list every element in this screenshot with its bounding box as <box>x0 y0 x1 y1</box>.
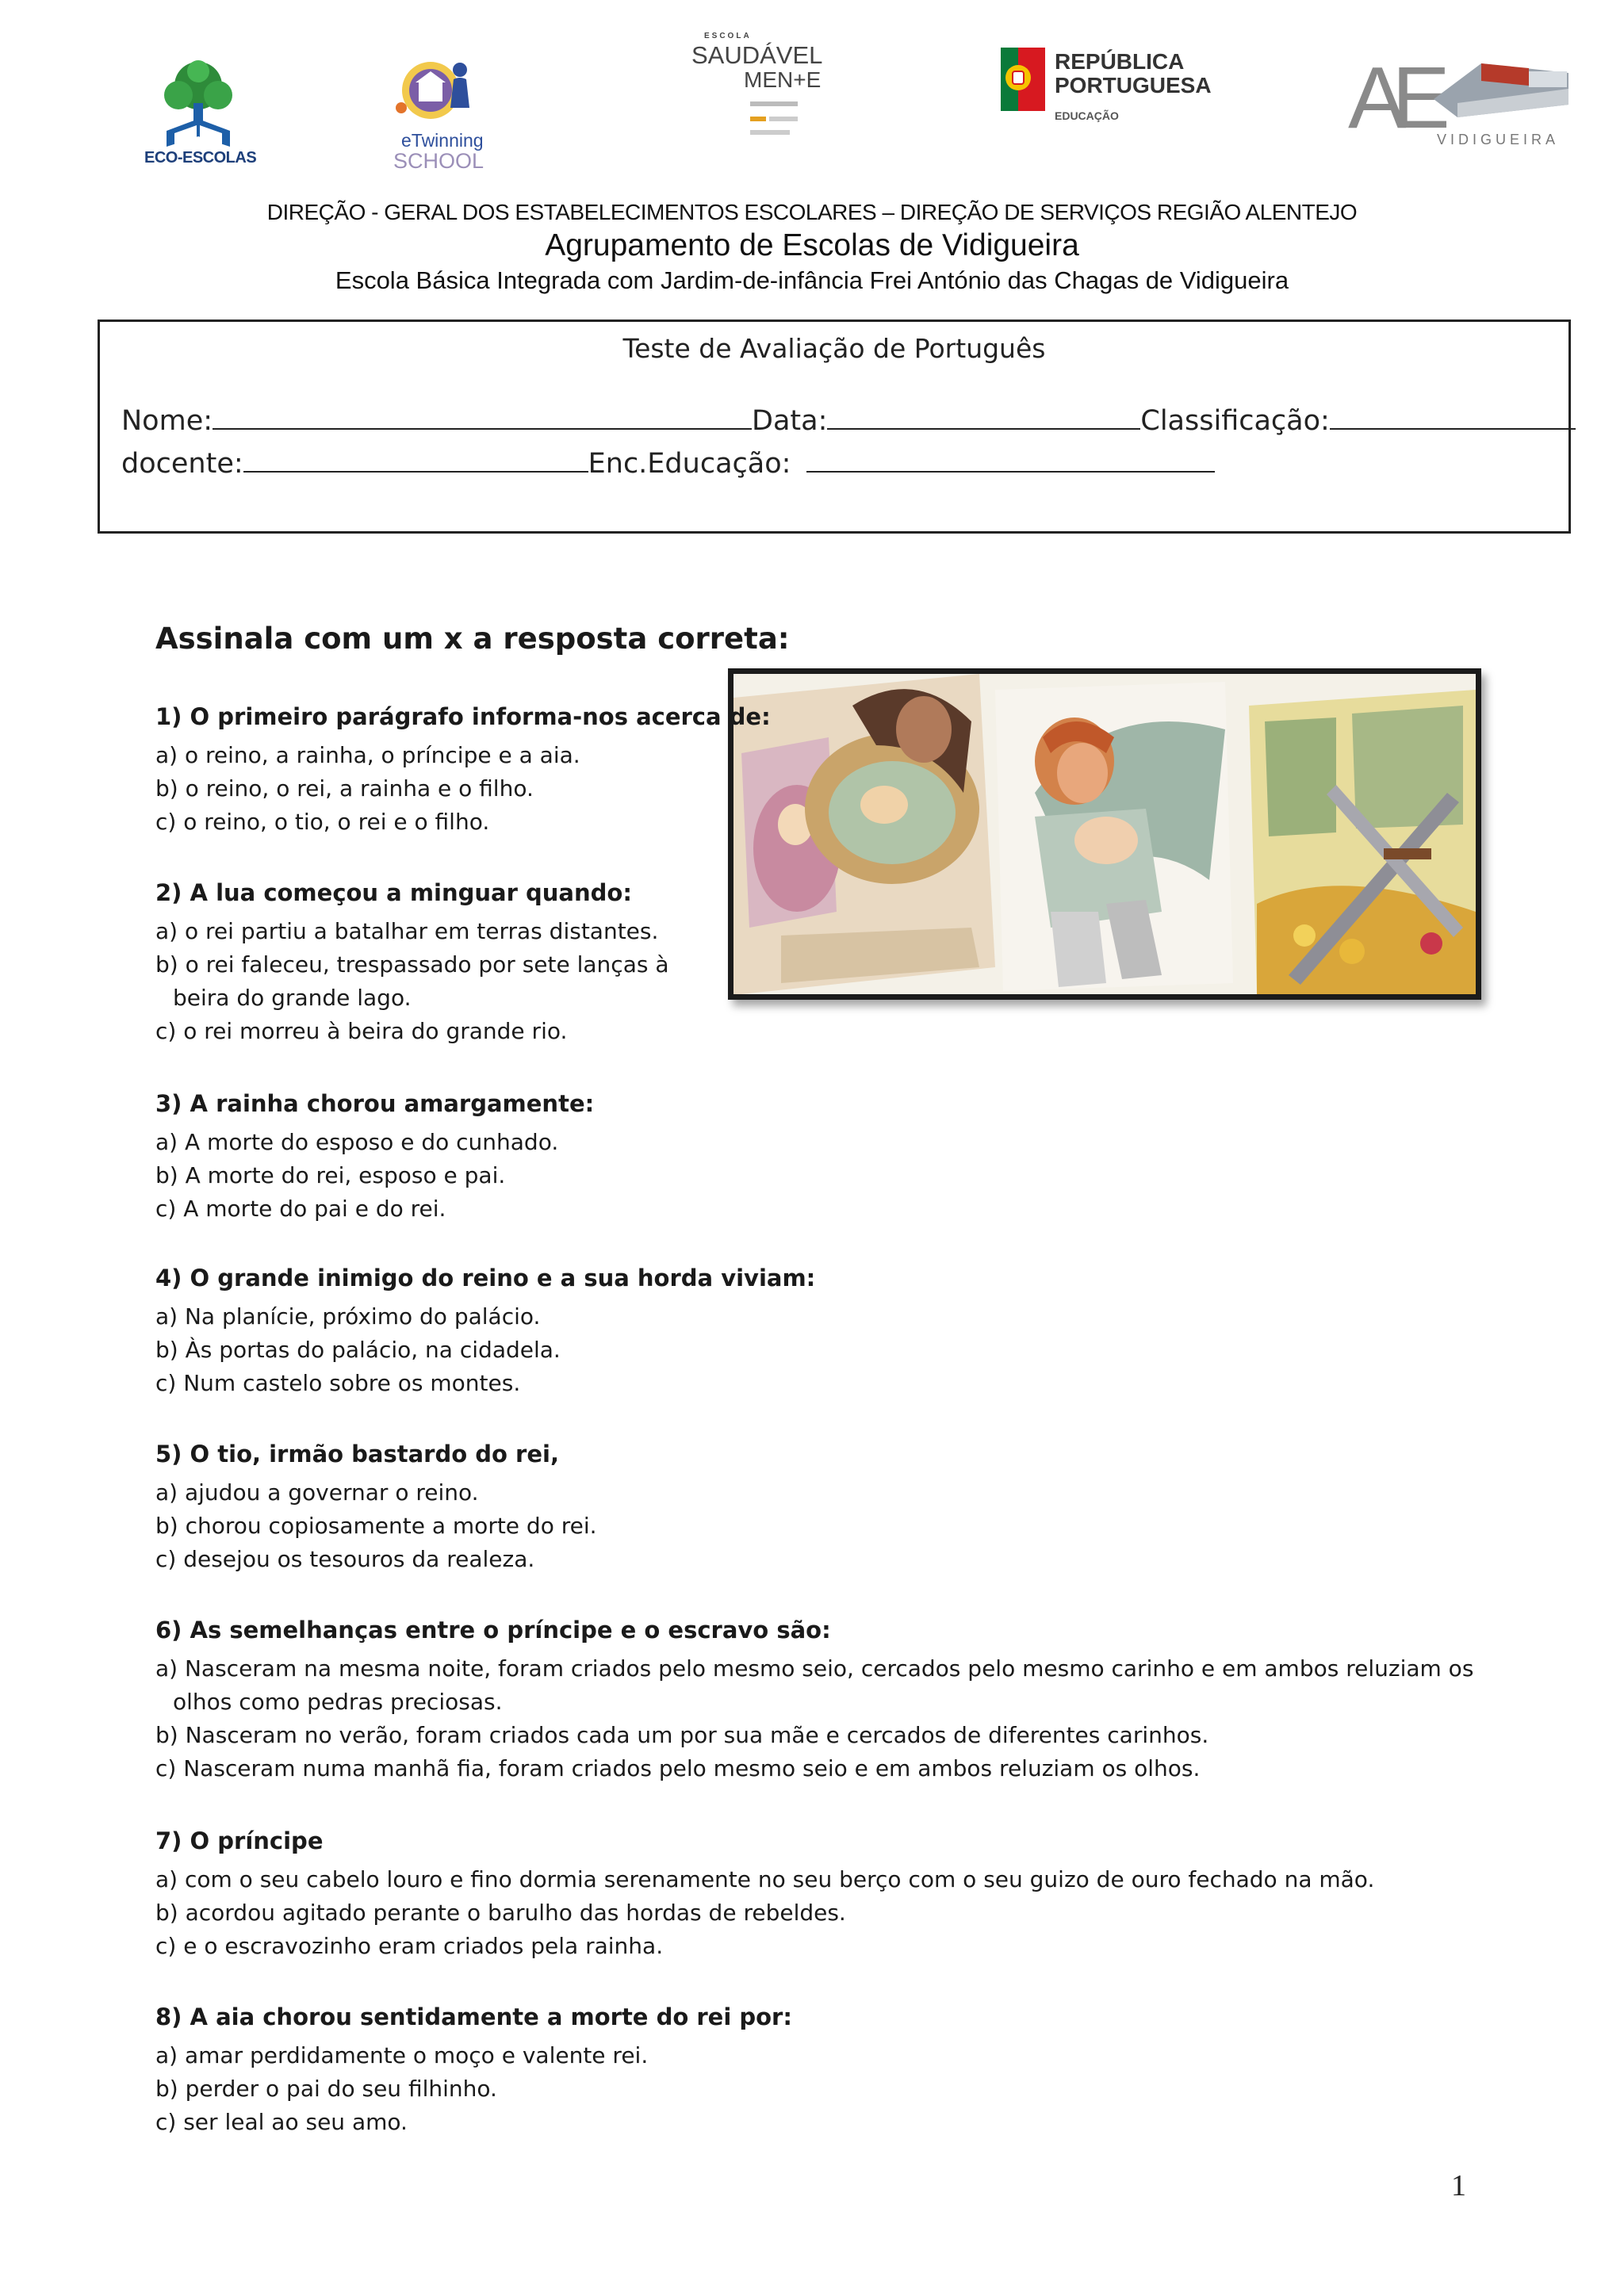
option-b[interactable]: b) o reino, o rei, a rainha e o filho. <box>155 775 534 802</box>
question-title: 5) O tio, irmão bastardo do rei, <box>155 1441 559 1468</box>
option-a[interactable]: a) Na planície, próximo do palácio. <box>155 1303 541 1330</box>
ae-vidigueira-logo <box>1348 44 1570 163</box>
direcao-line: DIREÇÃO - GERAL DOS ESTABELECIMENTOS ESCOLARES – DIREÇÃO DE SERVIÇOS REGIÃO ALENTEJO <box>266 200 1358 224</box>
mente-label: MEN+E <box>744 67 822 92</box>
educacao-label: EDUCAÇÃO <box>1055 109 1119 122</box>
school-building-icon <box>1434 55 1568 127</box>
option-c[interactable]: c) o reino, o tio, o rei e o filho. <box>155 809 490 835</box>
option-a[interactable]: a) com o seu cabelo louro e fino dormia serenamente no seu berço com o seu guizo de ouro fechado na mão. <box>155 1866 1375 1892</box>
question-8 <box>155 2001 792 2139</box>
illustration-image <box>733 674 1476 994</box>
vidigueira-label: VIDIGUEIRA <box>1437 132 1560 147</box>
question-title: 7) O príncipe <box>155 1827 324 1854</box>
data-field[interactable] <box>827 401 1140 430</box>
question-title: 1) O primeiro parágrafo informa-nos acerca de: <box>155 703 771 730</box>
saudavel-label: SAUDÁVEL <box>691 41 823 69</box>
portuguesa-label: PORTUGUESA <box>1055 73 1212 98</box>
classificacao-field[interactable] <box>1330 401 1576 430</box>
question-title: 3) A rainha chorou amargamente: <box>155 1090 595 1117</box>
ae-mark: AE <box>1348 49 1436 147</box>
saudavel-small-print <box>750 101 806 133</box>
classificacao-label: Classificação: <box>1140 405 1330 437</box>
student-info-box <box>98 320 1571 534</box>
question-7 <box>155 1825 1374 1963</box>
option-b[interactable]: b) perder o pai do seu filhinho. <box>155 2076 497 2102</box>
option-b[interactable]: b) chorou copiosamente a morte do rei. <box>155 1513 597 1539</box>
enc-educacao-field[interactable] <box>806 444 1215 473</box>
option-c[interactable]: c) desejou os tesouros da realeza. <box>155 1546 535 1572</box>
instructions-heading: Assinala com um x a resposta correta: <box>155 622 790 656</box>
republica-label: REPÚBLICA <box>1055 49 1185 74</box>
docente-field[interactable] <box>243 444 588 473</box>
etwinning-school-label: SCHOOL <box>393 149 485 173</box>
eco-escolas-label: ECO-ESCOLAS <box>144 149 257 166</box>
option-a[interactable]: a) o rei partiu a batalhar em terras distantes. <box>155 918 659 944</box>
question-5 <box>155 1438 597 1576</box>
option-a[interactable]: a) Nasceram na mesma noite, foram criados pelo mesmo seio, cercados pelo mesmo carinho e em ambos reluziam os <box>155 1655 1474 1682</box>
option-a[interactable]: a) ajudou a governar o reino. <box>155 1479 479 1506</box>
option-c[interactable]: c) Num castelo sobre os montes. <box>155 1370 521 1396</box>
etwinning-logo <box>387 52 490 179</box>
name-date-row <box>121 401 1576 437</box>
option-b[interactable]: b) A morte do rei, esposo e pai. <box>155 1162 506 1188</box>
question-title: 6) As semelhanças entre o príncipe e o escravo são: <box>155 1617 831 1644</box>
option-c[interactable]: c) o rei morreu à beira do grande rio. <box>155 1018 568 1044</box>
portugal-shield-icon <box>1001 48 1045 111</box>
school-header <box>0 198 1624 297</box>
story-illustration <box>728 668 1481 1000</box>
question-4 <box>155 1262 815 1400</box>
option-c[interactable]: c) A morte do pai e do rei. <box>155 1196 446 1222</box>
nome-label: Nome: <box>121 405 213 437</box>
question-title: 2) A lua começou a minguar quando: <box>155 879 632 906</box>
agrupamento-title: Agrupamento de Escolas de Vidigueira <box>545 228 1079 262</box>
escola-subtitle: Escola Básica Integrada com Jardim-de-infância Frei António das Chagas de Vidigueira <box>335 266 1289 294</box>
logo-bar <box>0 24 1624 174</box>
option-c[interactable]: c) e o escravozinho eram criados pela rainha. <box>155 1933 664 1959</box>
question-3 <box>155 1088 594 1226</box>
option-a[interactable]: a) o reino, a rainha, o príncipe e a aia. <box>155 742 580 768</box>
option-a[interactable]: a) A morte do esposo e do cunhado. <box>155 1129 559 1155</box>
question-2 <box>155 877 669 1048</box>
data-label: Data: <box>752 405 828 437</box>
option-a[interactable]: a) amar perdidamente o moço e valente rei. <box>155 2042 649 2068</box>
page-number: 1 <box>1451 2169 1466 2202</box>
option-c[interactable]: c) Nasceram numa manhã fia, foram criados pelo mesmo seio e em ambos reluziam os olhos. <box>155 1755 1201 1781</box>
option-a-continuation: olhos como pedras preciosas. <box>173 1689 503 1715</box>
option-b[interactable]: b) o rei faleceu, trespassado por sete lanças à <box>155 951 669 978</box>
escola-saudavel-logo <box>688 32 847 151</box>
etwinning-emblem-icon <box>387 52 482 140</box>
nome-field[interactable] <box>213 401 752 430</box>
question-6 <box>155 1614 1473 1785</box>
enc-educacao-label: Enc.Educação: <box>588 448 791 480</box>
option-c[interactable]: c) ser leal ao seu amo. <box>155 2109 408 2135</box>
eco-escolas-logo <box>143 55 257 174</box>
docente-row <box>121 444 1215 480</box>
question-1 <box>155 701 771 839</box>
option-b-continuation: beira do grande lago. <box>173 985 412 1011</box>
option-b[interactable]: b) Nasceram no verão, foram criados cada um por sua mãe e cercados de diferentes carinhos. <box>155 1722 1209 1748</box>
question-title: 8) A aia chorou sentidamente a morte do rei por: <box>155 2003 792 2030</box>
saudavel-small-label: ESCOLA <box>704 32 752 40</box>
docente-label: docente: <box>121 448 243 480</box>
test-title: Teste de Avaliação de Português <box>622 333 1046 364</box>
option-b[interactable]: b) Às portas do palácio, na cidadela. <box>155 1337 561 1363</box>
republica-portuguesa-logo <box>1001 48 1212 151</box>
option-b[interactable]: b) acordou agitado perante o barulho das hordas de rebeldes. <box>155 1900 846 1926</box>
tree-icon <box>143 55 254 151</box>
etwinning-label: eTwinning <box>401 130 484 151</box>
question-title: 4) O grande inimigo do reino e a sua horda viviam: <box>155 1265 816 1292</box>
